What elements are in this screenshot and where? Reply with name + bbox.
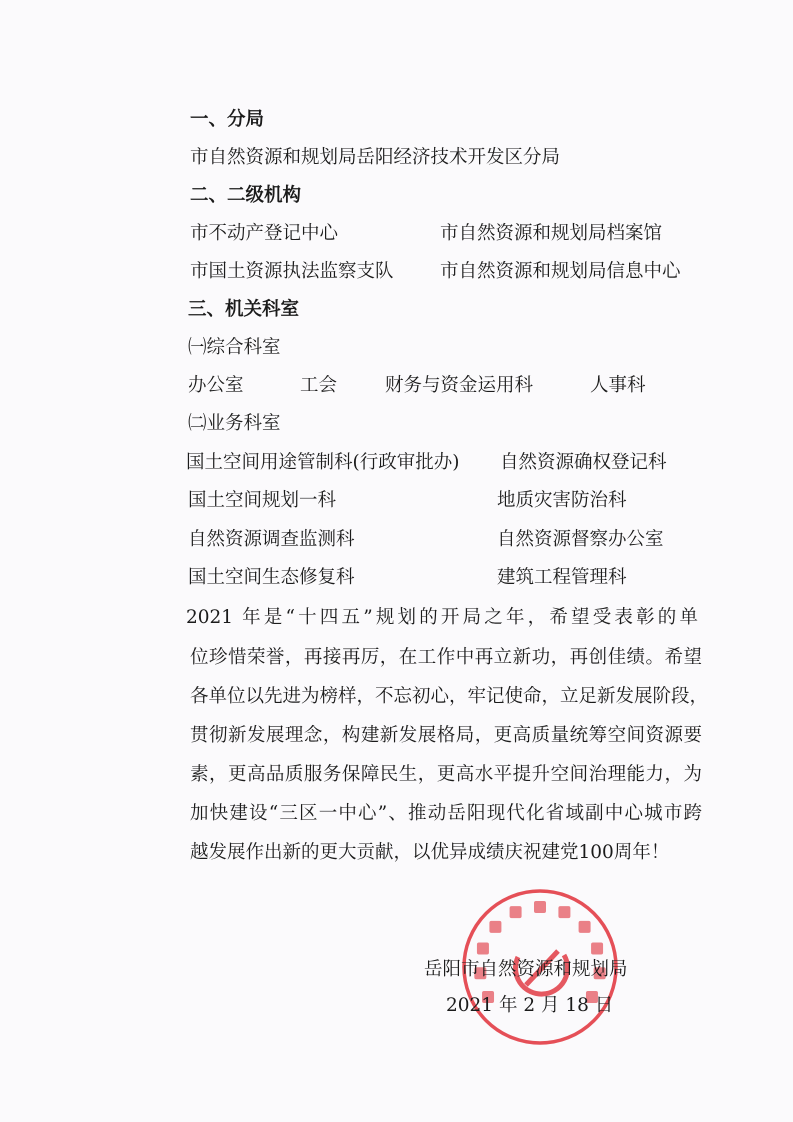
signature-date: 2021 年 2 月 18 日 (446, 995, 614, 1016)
list-item: 人事科 (590, 375, 646, 396)
seal-glyph-mark (558, 906, 570, 918)
paragraph-line: 各单位以先进为榜样，不忘初心，牢记使命，立足新发展阶段， (190, 686, 709, 707)
seal-glyph-mark (477, 942, 489, 954)
list-item: 国土空间用途管制科(行政审批办) (186, 452, 460, 473)
seal-glyph-mark (534, 901, 546, 913)
list-item: 市自然资源和规划局岳阳经济技术开发区分局 (190, 147, 561, 168)
paragraph-line: 2021 年是“十四五”规划的开局之年，希望受表彰的单 (186, 607, 698, 628)
list-item: 自然资源调查监测科 (188, 529, 355, 550)
seal-lettering-marks (474, 901, 605, 1003)
list-item: 建筑工程管理科 (497, 567, 627, 588)
list-item: 工会 (300, 375, 338, 396)
seal-glyph-mark (591, 942, 603, 954)
list-item: 财务与资金运用科 (385, 375, 534, 396)
paragraph-line: 贯彻新发展理念，构建新发展格局，更高质量统筹空间资源要 (190, 725, 702, 746)
list-item: 国土空间生态修复科 (188, 567, 355, 588)
list-item: 国土空间规划一科 (188, 490, 337, 511)
seal-glyph-mark (579, 921, 591, 933)
seal-glyph-mark (510, 906, 522, 918)
list-item: 自然资源督察办公室 (497, 529, 664, 550)
subsection-2-title: ㈡业务科室 (188, 413, 281, 434)
paragraph-line: 位珍惜荣誉，再接再厉，在工作中再立新功，再创佳绩。希望 (190, 647, 702, 668)
paragraph-line: 越发展作出新的更大贡献，以优异成绩庆祝建党100周年！ (190, 842, 670, 863)
section-2-title: 二、二级机构 (190, 185, 302, 206)
paragraph-line: 素，更高品质服务保障民生，更高水平提升空间治理能力，为 (190, 764, 702, 785)
list-item: 自然资源确权登记科 (500, 452, 667, 473)
list-item: 市国土资源执法监察支队 (190, 261, 394, 282)
paragraph-line: 加快建设“三区一中心”、推动岳阳现代化省域副中心城市跨 (190, 803, 702, 824)
list-item: 市不动产登记中心 (190, 223, 339, 244)
list-item: 地质灾害防治科 (497, 490, 627, 511)
section-3-title: 三、机关科室 (188, 299, 300, 320)
signature-org: 岳阳市自然资源和规划局 (424, 959, 628, 980)
list-item: 市自然资源和规划局信息中心 (440, 261, 681, 282)
list-item: 市自然资源和规划局档案馆 (440, 223, 663, 244)
seal-glyph-mark (489, 921, 501, 933)
list-item: 办公室 (188, 375, 244, 396)
subsection-1-title: ㈠综合科室 (188, 337, 281, 358)
section-1-title: 一、分局 (190, 109, 265, 130)
